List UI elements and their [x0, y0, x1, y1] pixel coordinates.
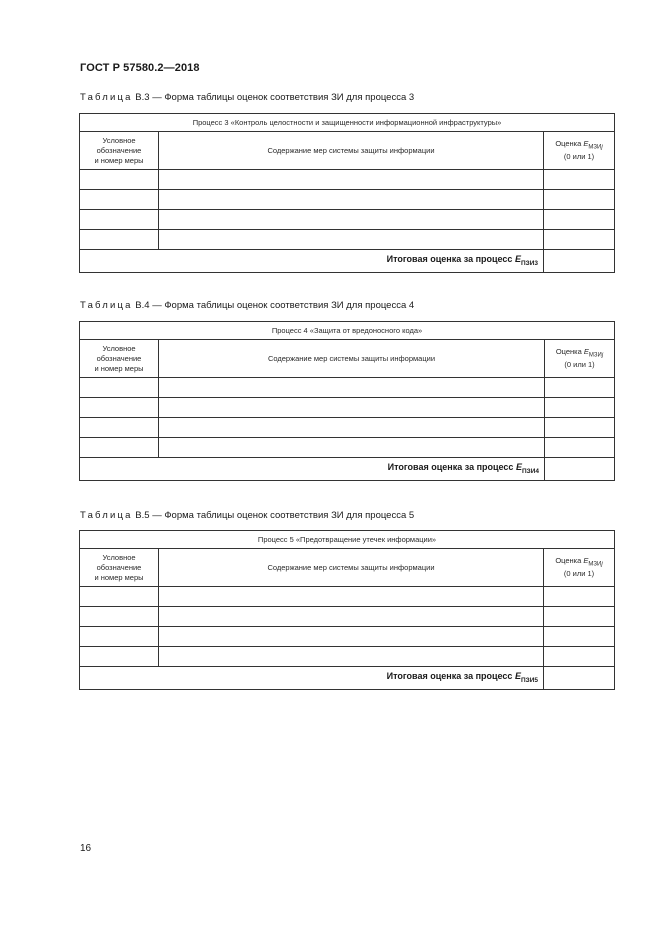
total-score-label: Итоговая оценка за процесс $E_{ПЗИ5}$ [80, 667, 544, 690]
table-row [80, 438, 615, 458]
assessment-table-process-3 [79, 113, 615, 273]
page-number: 16 [80, 843, 92, 854]
designation-cell [80, 170, 159, 190]
process-title: Процесс 3 «Контроль целостности и защищенности информационной инфраструктуры» [80, 114, 615, 132]
content-cell [159, 210, 544, 230]
content-cell [159, 170, 544, 190]
caption-word: Таблица [80, 92, 133, 103]
table-row [80, 587, 615, 607]
score-header: Оценка $E_{МЗИj}$ (0 или 1) [544, 549, 615, 587]
score-cell [544, 230, 615, 250]
total-score-cell [544, 667, 615, 690]
designation-cell [80, 398, 159, 418]
designation-cell [80, 647, 159, 667]
designation-cell [80, 418, 159, 438]
content-cell [159, 190, 544, 210]
caption-word: Таблица [80, 300, 133, 311]
designation-cell [80, 607, 159, 627]
content-cell [159, 378, 545, 398]
table-row [80, 627, 615, 647]
score-cell [544, 627, 615, 647]
table-caption-b3 [80, 92, 414, 103]
total-score-cell [544, 250, 615, 273]
score-cell [545, 438, 615, 458]
table-row [80, 647, 615, 667]
score-cell [544, 587, 615, 607]
content-cell [159, 418, 545, 438]
score-header: Оценка $E_{МЗИj}$ (0 или 1) [545, 340, 615, 378]
assessment-table-process-4 [79, 321, 615, 481]
total-score-cell [545, 458, 615, 481]
table-caption-b4 [80, 300, 414, 311]
score-cell [544, 210, 615, 230]
table-row [80, 398, 615, 418]
content-header: Содержание мер системы защиты информации [159, 340, 545, 378]
score-cell [545, 378, 615, 398]
document-header: ГОСТ Р 57580.2—2018 [80, 62, 200, 74]
content-cell [159, 607, 544, 627]
content-header: Содержание мер системы защиты информации [159, 132, 544, 170]
content-cell [159, 438, 545, 458]
designation-cell [80, 378, 159, 398]
table-row [80, 190, 615, 210]
process-title: Процесс 5 «Предотвращение утечек информации» [80, 531, 615, 549]
designation-cell [80, 587, 159, 607]
score-cell [544, 607, 615, 627]
score-header: Оценка $E_{МЗИj}$ (0 или 1) [544, 132, 615, 170]
score-cell [545, 398, 615, 418]
designation-cell [80, 190, 159, 210]
total-score-label: Итоговая оценка за процесс $E_{ПЗИ4}$ [80, 458, 545, 481]
score-cell [545, 418, 615, 438]
designation-header: Условное обозначение и номер меры [80, 132, 159, 170]
content-header: Содержание мер системы защиты информации [159, 549, 544, 587]
table-row [80, 607, 615, 627]
content-cell [159, 627, 544, 647]
content-cell [159, 587, 544, 607]
score-cell [544, 170, 615, 190]
table-row [80, 418, 615, 438]
designation-cell [80, 627, 159, 647]
total-score-label: Итоговая оценка за процесс $E_{ПЗИ3}$ [80, 250, 544, 273]
content-cell [159, 398, 545, 418]
caption-word: Таблица [80, 510, 133, 521]
content-cell [159, 647, 544, 667]
table-row [80, 170, 615, 190]
table-caption-b5 [80, 510, 414, 521]
score-cell [544, 647, 615, 667]
caption-text: В.5 — Форма таблицы оценок соответствия ЗИ для процесса 5 [135, 510, 415, 521]
designation-cell [80, 438, 159, 458]
table-row [80, 210, 615, 230]
designation-cell [80, 230, 159, 250]
table-row [80, 230, 615, 250]
score-cell [544, 190, 615, 210]
assessment-table-process-5 [79, 530, 615, 690]
content-cell [159, 230, 544, 250]
caption-text: В.3 — Форма таблицы оценок соответствия ЗИ для процесса 3 [135, 92, 415, 103]
table-row [80, 378, 615, 398]
designation-header: Условное обозначение и номер меры [80, 549, 159, 587]
designation-cell [80, 210, 159, 230]
designation-header: Условное обозначение и номер меры [80, 340, 159, 378]
process-title: Процесс 4 «Защита от вредоносного кода» [80, 322, 615, 340]
caption-text: В.4 — Форма таблицы оценок соответствия ЗИ для процесса 4 [135, 300, 415, 311]
